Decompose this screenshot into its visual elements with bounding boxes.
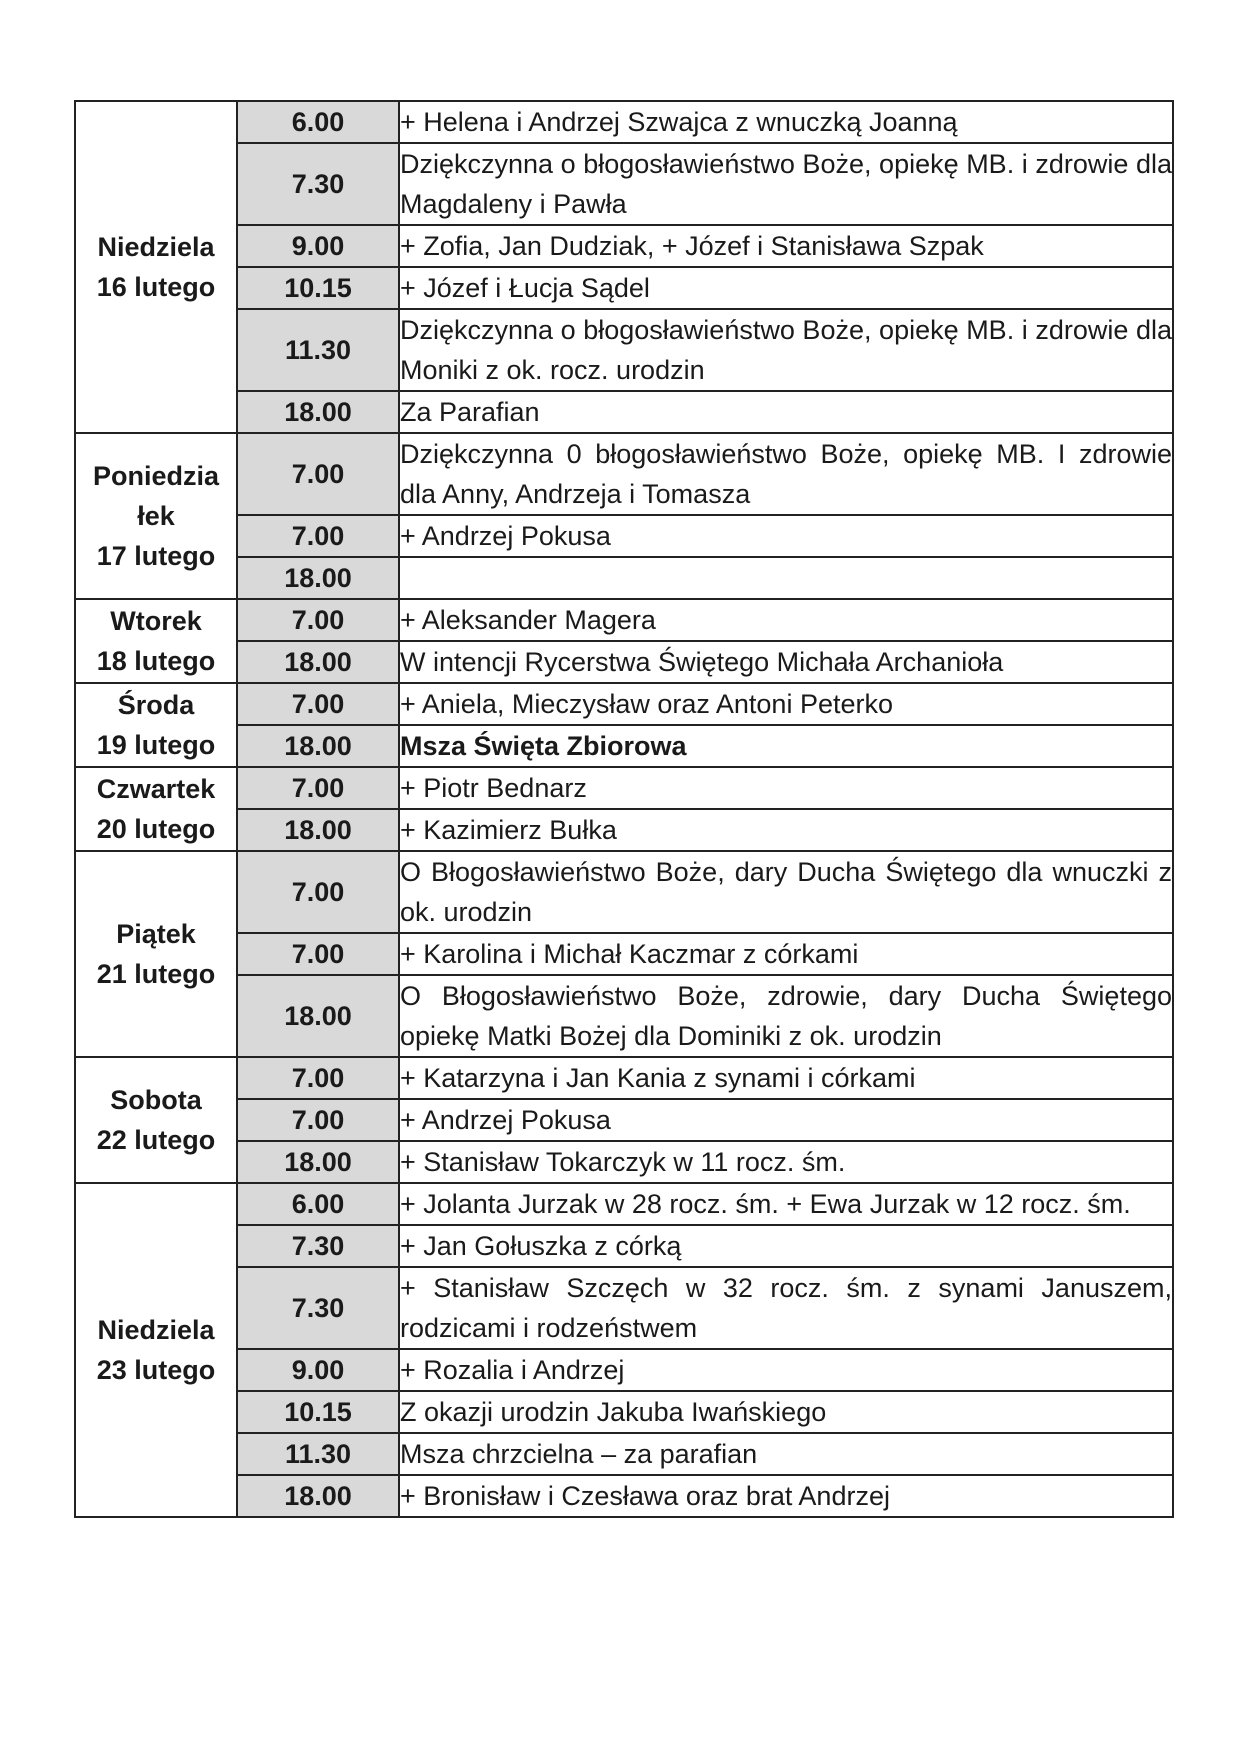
mass-row (75, 809, 1173, 851)
mass-time: 10.15 (237, 1391, 399, 1433)
mass-time: 9.00 (237, 225, 399, 267)
day-date: 19 lutego (96, 730, 216, 760)
day-cell (75, 1183, 237, 1517)
mass-intention: Msza Święta Zbiorowa (399, 725, 1173, 767)
mass-intention: + Kazimierz Bułka (399, 809, 1173, 851)
mass-time: 7.00 (237, 851, 399, 933)
mass-row (75, 433, 1173, 515)
mass-time: 7.00 (237, 515, 399, 557)
day-date: 21 lutego (96, 959, 216, 989)
mass-time: 7.00 (237, 599, 399, 641)
mass-intention: + Stanisław Tokarczyk w 11 rocz. śm. (399, 1141, 1173, 1183)
mass-row (75, 683, 1173, 725)
mass-row (75, 225, 1173, 267)
mass-schedule-table (74, 100, 1174, 1518)
mass-time: 7.30 (237, 1225, 399, 1267)
day-name: Środa (117, 690, 195, 720)
mass-row (75, 557, 1173, 599)
mass-intention: O Błogosławieństwo Boże, dary Ducha Świętego dla wnuczki z ok. urodzin (399, 851, 1173, 933)
mass-intention: Z okazji urodzin Jakuba Iwańskiego (399, 1391, 1173, 1433)
mass-time: 18.00 (237, 809, 399, 851)
mass-intention (399, 557, 1173, 599)
mass-row (75, 1225, 1173, 1267)
mass-row (75, 267, 1173, 309)
day-name: Niedziela (97, 1315, 215, 1345)
day-cell (75, 433, 237, 599)
mass-time: 7.00 (237, 933, 399, 975)
mass-intention: W intencji Rycerstwa Świętego Michała Archanioła (399, 641, 1173, 683)
mass-intention: Dziękczynna 0 błogosławieństwo Boże, opiekę MB. I zdrowie dla Anny, Andrzeja i Tomasza (399, 433, 1173, 515)
mass-time: 18.00 (237, 1141, 399, 1183)
day-name: Niedziela (97, 232, 215, 262)
mass-intention: + Bronisław i Czesława oraz brat Andrzej (399, 1475, 1173, 1517)
mass-intention: Dziękczynna o błogosławieństwo Boże, opiekę MB. i zdrowie dla Magdaleny i Pawła (399, 143, 1173, 225)
mass-time: 7.00 (237, 433, 399, 515)
mass-row (75, 309, 1173, 391)
day-cell (75, 767, 237, 851)
mass-time: 11.30 (237, 1433, 399, 1475)
day-cell (75, 683, 237, 767)
mass-row (75, 391, 1173, 433)
mass-time: 7.00 (237, 767, 399, 809)
day-name: Poniedzia łek (92, 461, 220, 531)
day-date: 20 lutego (96, 814, 216, 844)
mass-row (75, 851, 1173, 933)
mass-time: 9.00 (237, 1349, 399, 1391)
mass-intention: + Jan Gołuszka z córką (399, 1225, 1173, 1267)
mass-row (75, 1391, 1173, 1433)
mass-row (75, 1475, 1173, 1517)
mass-row (75, 975, 1173, 1057)
mass-time: 10.15 (237, 267, 399, 309)
mass-time: 7.30 (237, 1267, 399, 1349)
mass-row (75, 933, 1173, 975)
schedule-body (75, 101, 1173, 1517)
mass-intention: + Andrzej Pokusa (399, 1099, 1173, 1141)
mass-intention: + Stanisław Szczęch w 32 rocz. śm. z synami Januszem, rodzicami i rodzeństwem (399, 1267, 1173, 1349)
day-name: Wtorek (110, 606, 202, 636)
mass-intention: + Józef i Łucja Sądel (399, 267, 1173, 309)
mass-time: 6.00 (237, 101, 399, 143)
mass-time: 18.00 (237, 641, 399, 683)
mass-row (75, 1141, 1173, 1183)
day-name: Sobota (110, 1085, 202, 1115)
mass-intention: Msza chrzcielna – za parafian (399, 1433, 1173, 1475)
mass-row (75, 1057, 1173, 1099)
mass-row (75, 1099, 1173, 1141)
mass-row (75, 1349, 1173, 1391)
mass-row (75, 1183, 1173, 1225)
mass-intention: + Piotr Bednarz (399, 767, 1173, 809)
mass-time: 18.00 (237, 1475, 399, 1517)
mass-time: 18.00 (237, 725, 399, 767)
mass-intention: + Aniela, Mieczysław oraz Antoni Peterko (399, 683, 1173, 725)
mass-row (75, 599, 1173, 641)
mass-intention: Za Parafian (399, 391, 1173, 433)
day-cell (75, 851, 237, 1057)
mass-intention: + Zofia, Jan Dudziak, + Józef i Stanisława Szpak (399, 225, 1173, 267)
day-date: 17 lutego (96, 541, 216, 571)
day-cell (75, 599, 237, 683)
mass-intention: O Błogosławieństwo Boże, zdrowie, dary Ducha Świętego opiekę Matki Bożej dla Dominiki z ok. urodzin (399, 975, 1173, 1057)
mass-row (75, 767, 1173, 809)
mass-intention: + Helena i Andrzej Szwajca z wnuczką Joanną (399, 101, 1173, 143)
mass-time: 7.00 (237, 683, 399, 725)
mass-row (75, 1433, 1173, 1475)
day-date: 18 lutego (96, 646, 216, 676)
mass-time: 18.00 (237, 975, 399, 1057)
day-date: 23 lutego (96, 1355, 216, 1385)
mass-intention: + Rozalia i Andrzej (399, 1349, 1173, 1391)
mass-intention: + Aleksander Magera (399, 599, 1173, 641)
mass-row (75, 143, 1173, 225)
mass-time: 18.00 (237, 391, 399, 433)
mass-intention: + Andrzej Pokusa (399, 515, 1173, 557)
mass-time: 6.00 (237, 1183, 399, 1225)
day-name: Czwartek (96, 774, 216, 804)
mass-row (75, 101, 1173, 143)
day-name: Piątek (116, 919, 196, 949)
mass-time: 7.00 (237, 1099, 399, 1141)
day-date: 16 lutego (96, 272, 216, 302)
mass-intention: + Katarzyna i Jan Kania z synami i córkami (399, 1057, 1173, 1099)
mass-time: 11.30 (237, 309, 399, 391)
mass-intention: + Karolina i Michał Kaczmar z córkami (399, 933, 1173, 975)
mass-time: 7.30 (237, 143, 399, 225)
mass-row (75, 725, 1173, 767)
mass-row (75, 641, 1173, 683)
mass-intention: + Jolanta Jurzak w 28 rocz. śm. + Ewa Jurzak w 12 rocz. śm. (399, 1183, 1173, 1225)
day-date: 22 lutego (96, 1125, 216, 1155)
mass-intention: Dziękczynna o błogosławieństwo Boże, opiekę MB. i zdrowie dla Moniki z ok. rocz. urodzin (399, 309, 1173, 391)
day-cell (75, 101, 237, 433)
mass-time: 7.00 (237, 1057, 399, 1099)
mass-time: 18.00 (237, 557, 399, 599)
day-cell (75, 1057, 237, 1183)
mass-row (75, 1267, 1173, 1349)
mass-row (75, 515, 1173, 557)
